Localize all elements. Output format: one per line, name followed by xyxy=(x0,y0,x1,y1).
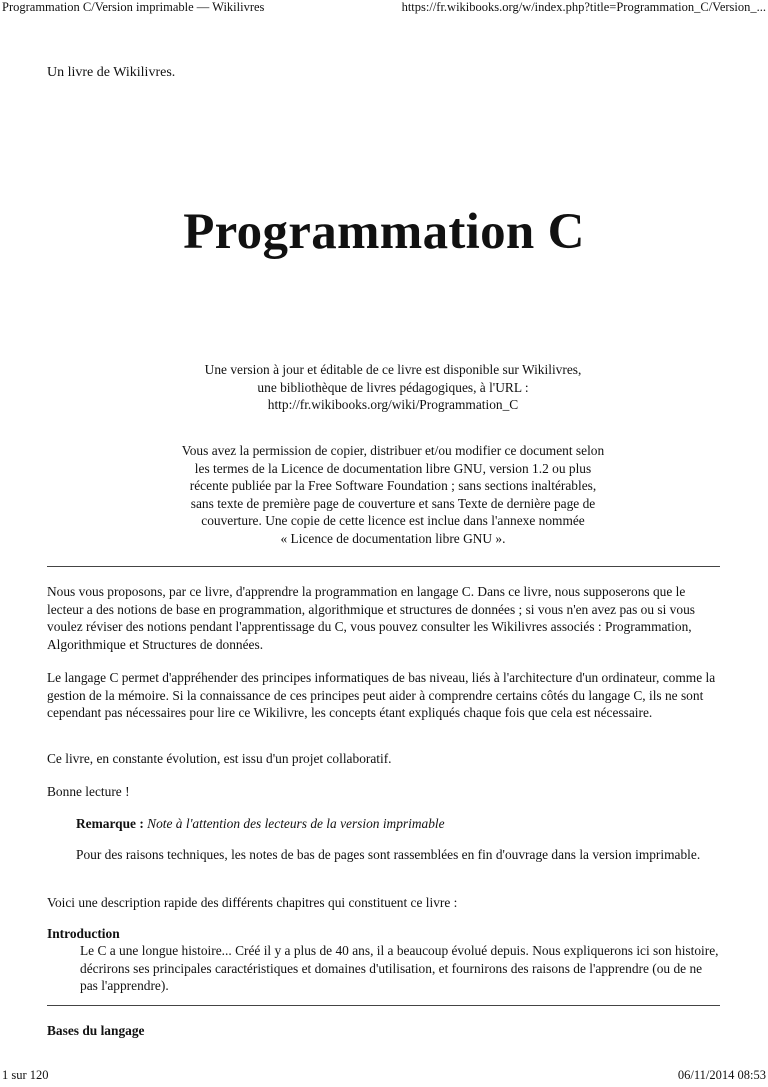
book-title: Programmation C xyxy=(183,204,585,260)
section-title-bases[interactable]: Bases du langage xyxy=(47,1023,145,1038)
note-title: Note à l'attention des lecteurs de la version imprimable xyxy=(147,816,445,831)
page-counter: 1 sur 120 xyxy=(2,1068,49,1082)
availability-line: Une version à jour et éditable de ce livre est disponible sur Wikilivres, xyxy=(204,362,582,377)
print-header-title: Programmation C/Version imprimable — Wikilivres xyxy=(2,0,265,14)
availability-line: une bibliothèque de livres pédagogiques, à l'URL : xyxy=(257,379,529,395)
note-body: Pour des raisons techniques, les notes de bas de pages sont rassemblées en fin d'ouvrage dans la version imprimable. xyxy=(76,847,701,862)
section-title-introduction[interactable]: Introduction xyxy=(47,926,120,941)
availability-notice xyxy=(120,361,666,414)
intro-paragraph: Nous vous proposons, par ce livre, d'apprendre la programmation en langage C. Dans ce livre, nous supposerons que le lecteur a des notions de base en programmation, algorithmique et structures de données ; si vous n'en avez pas ou si vous voulez réviser des notions pendant l'apprentissage du C, vous pouvez consulter les Wikilivres associés : Programmation, Algorithmique et Structures de données. xyxy=(47,584,695,652)
license-line: couverture. Une copie de cette licence est inclue dans l'annexe nommée xyxy=(201,513,585,528)
license-line: Vous avez la permission de copier, distribuer et/ou modifier ce document selon xyxy=(181,443,605,458)
section-description-introduction: Le C a une longue histoire... Créé il y a plus de 40 ans, il a beaucoup évolué depuis. Nous expliquerons ici son histoire, décrirons ses principales caractéristiques et domaines d'utilisation, et fournirons des raisons de l'apprendre (ou de ne pas l'apprendre). xyxy=(80,943,719,993)
print-header-url: https://fr.wikibooks.org/w/index.php?title=Programmation_C/Version_... xyxy=(401,0,766,14)
low-level-paragraph: Le langage C permet d'appréhender des principes informatiques de bas niveau, liés à l'architecture d'un ordinateur, comme la gestion de la mémoire. Si la connaissance de ces principes peut aider à comprendre certains côtés du langage C, ils ne sont cependant pas nécessaires pour lire ce Wikilivre, les concepts étant expliqués chaque fois que cela est nécessaire. xyxy=(47,670,716,720)
license-notice xyxy=(120,442,666,547)
divider xyxy=(47,1005,720,1006)
evolution-paragraph: Ce livre, en constante évolution, est issu d'un projet collaboratif. xyxy=(47,751,392,766)
chapters-intro-paragraph: Voici une description rapide des différents chapitres qui constituent ce livre : xyxy=(47,895,458,910)
availability-url[interactable]: http://fr.wikibooks.org/wiki/Programmation_C xyxy=(267,397,519,412)
book-tagline: Un livre de Wikilivres. xyxy=(47,65,176,80)
greeting-paragraph: Bonne lecture ! xyxy=(47,784,130,799)
license-line: « Licence de documentation libre GNU ». xyxy=(280,530,506,546)
print-timestamp: 06/11/2014 08:53 xyxy=(677,1068,766,1082)
license-line: les termes de la Licence de documentation libre GNU, version 1.2 ou plus xyxy=(194,460,592,476)
note-heading xyxy=(76,815,716,833)
license-line: récente publiée par la Free Software Foundation ; sans sections inaltérables, xyxy=(189,478,597,493)
note-label: Remarque : xyxy=(76,816,144,831)
license-line: sans texte de première page de couverture et sans Texte de dernière page de xyxy=(190,495,596,511)
divider xyxy=(47,566,720,567)
